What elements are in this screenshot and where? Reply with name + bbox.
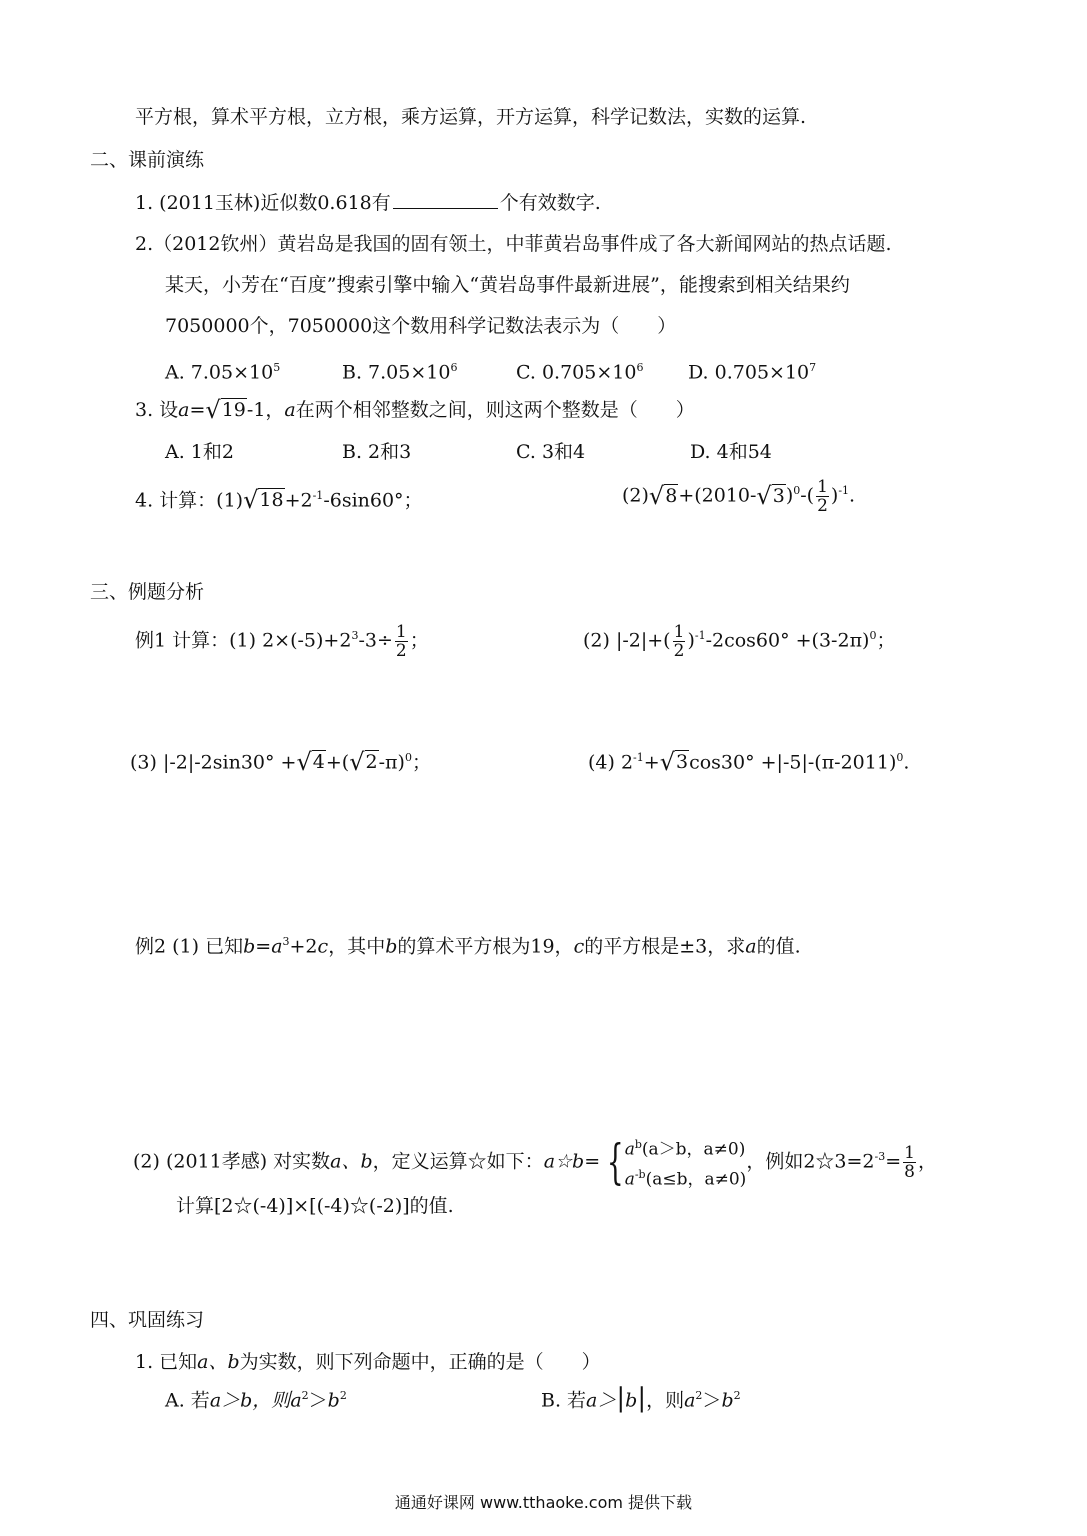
piecewise-cases <box>625 1132 747 1193</box>
text: . <box>849 484 856 507</box>
text: 例1 计算：(1) 2×(-5)+2 <box>135 629 352 652</box>
denominator: 8 <box>904 1161 915 1182</box>
text: 1. 已知 <box>135 1351 198 1373</box>
variable: b <box>385 935 398 958</box>
exponent: 3 <box>351 629 359 643</box>
exponent: 3 <box>282 935 290 948</box>
text: (2) <box>622 484 649 507</box>
exponent: -1 <box>633 751 644 764</box>
question-3-option-c: C. 3和4 <box>516 441 586 463</box>
exponent: 2 <box>301 1389 309 1402</box>
question-1 <box>135 190 601 215</box>
exponent: -b <box>634 1168 646 1182</box>
exponent: -1 <box>838 484 850 498</box>
numerator: 1 <box>395 622 407 642</box>
exponent: 0 <box>869 629 877 643</box>
answer-blank <box>393 190 498 209</box>
fraction <box>816 478 829 515</box>
exponent: 6 <box>636 361 644 374</box>
example-1-part-2 <box>583 623 895 660</box>
text: -π) <box>378 751 405 774</box>
section-heading-practice: 二、课前演练 <box>90 149 205 171</box>
text: ＞ <box>702 1389 722 1412</box>
variable: b <box>243 935 256 958</box>
sqrt-icon: √ <box>648 481 665 510</box>
fraction <box>395 623 408 660</box>
text: = <box>885 1150 902 1173</box>
text: ， <box>917 1150 937 1173</box>
text: . <box>903 751 910 774</box>
example-2-part-2-line-2: 计算[2☆(-4)]×[(-4)☆(-2)]的值. <box>176 1195 454 1217</box>
text: B. 若 <box>541 1389 587 1412</box>
text: ，例如2☆3=2 <box>746 1150 875 1173</box>
variable: a <box>745 935 757 958</box>
variable: c <box>317 935 329 958</box>
exponent: 0 <box>404 751 412 764</box>
text: + <box>643 751 660 774</box>
question-2-line-3: 7050000个，7050000这个数用科学记数法表示为（ ） <box>165 315 677 337</box>
exponent: -3 <box>874 1150 886 1163</box>
text: -3÷ <box>358 629 393 652</box>
exponent: 6 <box>450 361 458 374</box>
denominator: 2 <box>673 641 685 661</box>
text: ) <box>785 484 794 507</box>
case-1 <box>625 1132 747 1163</box>
radicand: 19 <box>221 399 246 421</box>
example-2-part-1 <box>135 930 801 958</box>
text: 为实数，则下列命题中，正确的是（ ） <box>239 1351 601 1373</box>
question-3-option-b: B. 2和3 <box>342 441 412 463</box>
text: 的平方根是±3，求 <box>584 935 746 958</box>
condition: (a＞b，a≠0) <box>641 1139 746 1160</box>
text: ； <box>411 751 431 774</box>
text: (2) |-2|+( <box>583 629 671 652</box>
question-3-prefix: 3. 设 <box>135 399 179 421</box>
variable: b <box>625 1389 638 1412</box>
text: ； <box>876 629 896 652</box>
exponent: 2 <box>339 1389 347 1402</box>
example-1-part-3 <box>130 746 431 777</box>
variable: b <box>721 1389 734 1412</box>
question-2-option-c <box>516 356 643 384</box>
option-text: A. 7.05×10 <box>165 361 274 384</box>
exponent: 0 <box>793 484 801 498</box>
section-heading-examples: 三、例题分析 <box>90 581 205 603</box>
variable: a <box>624 1169 635 1190</box>
text: 4. 计算：(1) <box>135 489 244 512</box>
text: -6sin60°； <box>323 489 423 512</box>
text: ，其中 <box>328 935 386 958</box>
text: (3) |-2|-2sin30° + <box>130 751 297 774</box>
sqrt-icon: √ <box>659 748 675 777</box>
numerator: 1 <box>817 477 828 497</box>
exponent: -1 <box>312 489 324 502</box>
radicand: 4 <box>312 751 325 774</box>
text: = <box>255 935 272 958</box>
sqrt-icon: √ <box>205 396 221 424</box>
abs-bar-icon: | <box>637 1383 647 1414</box>
numerator: 1 <box>673 622 685 642</box>
text: 的算术平方根为19， <box>397 935 574 958</box>
text: ，定义运算☆如下： <box>372 1150 544 1173</box>
radicand: 3 <box>675 751 689 774</box>
case-2 <box>625 1162 747 1193</box>
question-1-prefix: 1. (2011玉林)近似数0.618有 <box>135 192 391 214</box>
denominator: 2 <box>395 641 407 661</box>
fraction <box>673 623 686 660</box>
variable: c <box>573 935 585 958</box>
question-2-option-d <box>688 356 816 384</box>
question-1-suffix: 个有效数字. <box>499 192 601 214</box>
radicand: 2 <box>365 751 378 774</box>
example-1-part-1 <box>135 623 429 660</box>
text: +(2010- <box>678 484 757 507</box>
variable: a、b <box>197 1351 240 1373</box>
option-text: D. 0.705×10 <box>688 361 810 384</box>
exponent: 0 <box>896 751 904 764</box>
sqrt-icon: √ <box>243 486 259 515</box>
radicand: 8 <box>665 484 678 507</box>
exponent: 5 <box>273 361 281 374</box>
variable: a <box>271 935 283 958</box>
sqrt-icon: √ <box>756 481 772 510</box>
radicand: 3 <box>772 484 785 507</box>
option-text: B. 7.05×10 <box>342 361 451 384</box>
text: a＞b，则 <box>209 1389 291 1412</box>
question-2-line-2: 某天，小芳在“百度”搜索引擎中输入“黄岩岛事件最新进展”，能搜索到相关结果约 <box>165 274 850 296</box>
option-text: C. 0.705×10 <box>516 361 637 384</box>
text: 例2 (1) 已知 <box>135 935 244 958</box>
exponent: 7 <box>809 361 817 374</box>
radicand: 18 <box>259 489 284 512</box>
variable: b <box>327 1389 340 1412</box>
question-3-option-a: A. 1和2 <box>165 441 234 463</box>
variable: a <box>624 1139 635 1160</box>
text: ) <box>830 484 839 507</box>
text: +2 <box>289 935 318 958</box>
text: 的值. <box>756 935 801 958</box>
question-2-line-1: 2.（2012钦州）黄岩岛是我国的固有领土，中菲黄岩岛事件成了各大新闻网站的热点话题. <box>135 233 892 255</box>
question-4-part-2 <box>622 478 855 515</box>
question-4-part-1 <box>135 484 423 515</box>
text: -1， <box>246 399 285 421</box>
text: (2) (2011孝感) 对实数 <box>133 1150 331 1173</box>
abs-bar-icon: | <box>616 1383 626 1414</box>
fraction <box>903 1144 916 1181</box>
variable: a、b <box>330 1150 373 1173</box>
consolidation-option-a <box>165 1384 347 1412</box>
variable: a <box>684 1389 696 1412</box>
text: cos30° +|-5|-(π-2011) <box>689 751 897 774</box>
equals: = <box>189 399 206 421</box>
question-2-option-b <box>342 356 457 384</box>
text: ； <box>409 629 429 652</box>
text: ，则 <box>646 1389 685 1412</box>
consolidation-option-b <box>541 1384 741 1412</box>
consolidation-question-1 <box>135 1350 601 1374</box>
variable: a <box>290 1389 302 1412</box>
variable: a <box>178 399 190 421</box>
page-footer: 通通好课网 www.tthaoke.com 提供下载 <box>394 1493 693 1512</box>
numerator: 1 <box>904 1142 915 1163</box>
exponent: b <box>634 1137 642 1151</box>
exponent: 2 <box>695 1389 703 1402</box>
text: A. 若 <box>165 1389 210 1412</box>
text: ＞ <box>308 1389 328 1412</box>
question-2-option-a <box>165 356 280 384</box>
example-1-part-4 <box>588 746 910 777</box>
left-brace-icon: { <box>607 1134 624 1191</box>
denominator: 2 <box>817 496 828 516</box>
text: +( <box>325 751 350 774</box>
example-2-part-2 <box>133 1130 937 1193</box>
operation: a☆b= <box>543 1150 601 1173</box>
sqrt-icon: √ <box>296 748 312 777</box>
variable: a <box>284 399 296 421</box>
exponent: -1 <box>694 629 706 643</box>
exponent: 2 <box>733 1389 741 1402</box>
text: -2cos60° +(3-2π) <box>705 629 870 652</box>
condition: (a≤b，a≠0) <box>645 1169 747 1190</box>
text: -( <box>800 484 815 507</box>
text: a＞ <box>586 1389 617 1412</box>
text: ) <box>687 629 695 652</box>
sqrt-icon: √ <box>349 748 365 777</box>
intro-line: 平方根，算术平方根，立方根，乘方运算，开方运算，科学记数法，实数的运算. <box>135 106 807 128</box>
text: 在两个相邻整数之间，则这两个整数是（ ） <box>295 399 695 421</box>
section-heading-consolidation: 四、巩固练习 <box>90 1309 205 1331</box>
question-3 <box>135 398 695 422</box>
text: (4) 2 <box>588 751 634 774</box>
question-3-option-d: D. 4和54 <box>690 441 772 463</box>
text: +2 <box>284 489 313 512</box>
